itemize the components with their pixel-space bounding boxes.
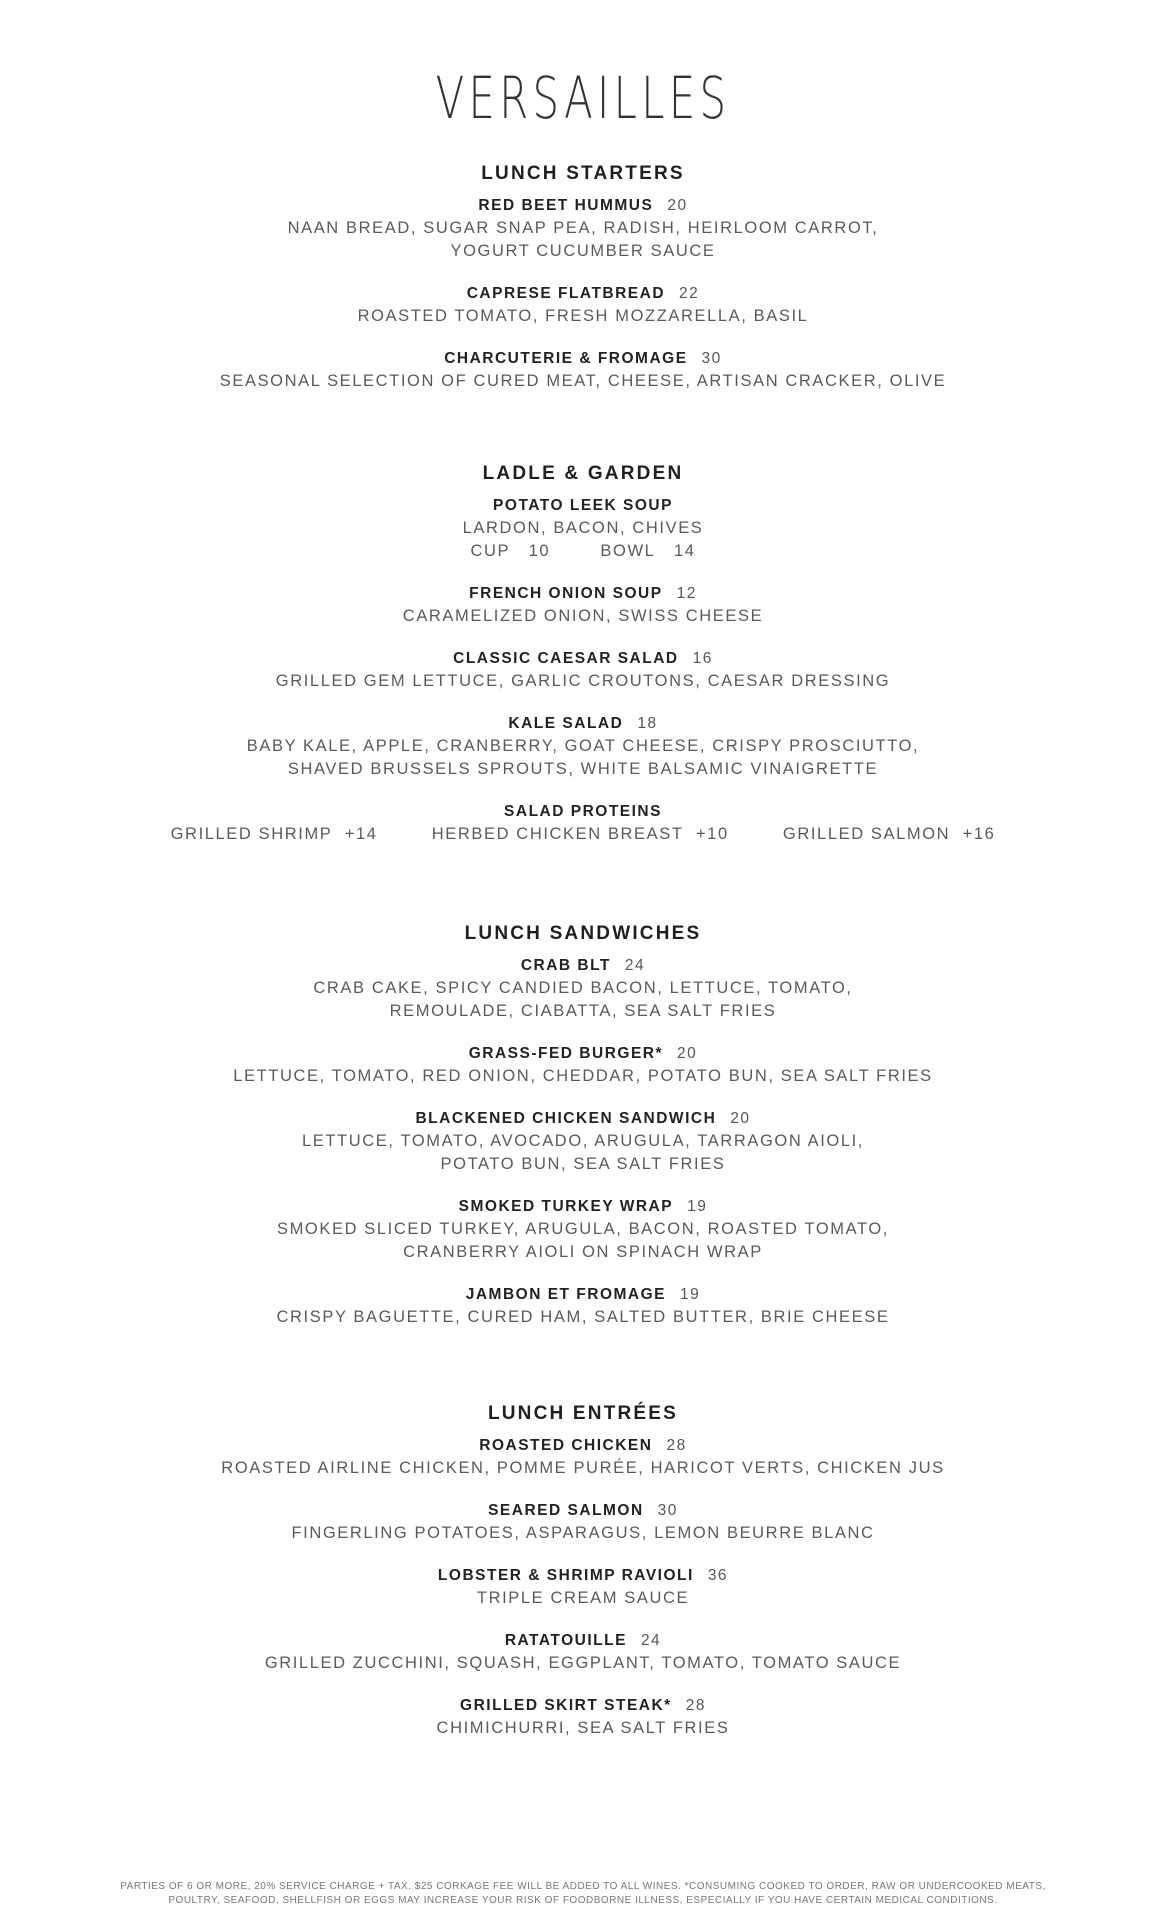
item-description: SHAVED BRUSSELS SPROUTS, WHITE BALSAMIC VINAIGRETTE — [287, 760, 879, 778]
item-description: LETTUCE, TOMATO, AVOCADO, ARUGULA, TARRAGON AIOLI, — [302, 1132, 864, 1150]
item-name: FRENCH ONION SOUP — [469, 585, 663, 602]
item-price: 19 — [687, 1198, 708, 1215]
item-description: CRISPY BAGUETTE, CURED HAM, SALTED BUTTER, BRIE CHEESE — [276, 1308, 890, 1326]
restaurant-logo: VERSAILLES — [435, 64, 731, 132]
menu-item — [0, 1695, 1166, 1740]
item-price: 12 — [676, 585, 697, 602]
footer-line: POULTRY, SEAFOOD, SHELLFISH OR EGGS MAY INCREASE YOUR RISK OF FOODBORNE ILLNESS, ESPECIALLY IF YOU HAVE CERTAIN MEDICAL CONDITIONS. — [168, 1895, 998, 1906]
bowl-label: BOWL — [600, 542, 656, 560]
item-name: POTATO LEEK SOUP — [493, 497, 673, 514]
menu-item — [0, 1500, 1166, 1545]
item-name: RED BEET HUMMUS — [478, 197, 654, 214]
item-description: FINGERLING POTATOES, ASPARAGUS, LEMON BEURRE BLANC — [291, 1524, 875, 1542]
item-name: KALE SALAD — [508, 715, 624, 732]
item-name: SALAD PROTEINS — [504, 803, 662, 820]
item-description: SMOKED SLICED TURKEY, ARUGULA, BACON, ROASTED TOMATO, — [276, 1220, 889, 1238]
item-price: 20 — [730, 1110, 751, 1127]
section-title: LUNCH ENTRÉES — [487, 1403, 679, 1424]
menu-item — [0, 713, 1166, 781]
item-name: CHARCUTERIE & FROMAGE — [444, 350, 688, 367]
item-price: 24 — [624, 957, 646, 974]
item-description: CRAB CAKE, SPICY CANDIED BACON, LETTUCE, TOMATO, — [313, 979, 853, 997]
item-description: REMOULADE, CIABATTA, SEA SALT FRIES — [389, 1002, 777, 1020]
item-name: SEARED SALMON — [488, 1502, 644, 1519]
menu-item — [0, 495, 1166, 563]
menu-footer-disclaimer — [0, 1880, 1166, 1908]
item-price: 20 — [667, 197, 688, 214]
item-description: LARDON, BACON, CHIVES — [462, 519, 704, 537]
item-description: GRILLED GEM LETTUCE, GARLIC CROUTONS, CAESAR DRESSING — [275, 672, 891, 690]
menu-item — [0, 1043, 1166, 1088]
menu-item — [0, 648, 1166, 693]
menu-item — [0, 583, 1166, 628]
item-name: RATATOUILLE — [504, 1632, 627, 1649]
menu-item — [0, 1108, 1166, 1176]
item-price: 24 — [640, 1632, 662, 1649]
item-name: ROASTED CHICKEN — [479, 1437, 653, 1454]
section-ladle-garden — [0, 461, 1166, 866]
item-name: BLACKENED CHICKEN SANDWICH — [415, 1110, 717, 1127]
item-price: 19 — [680, 1286, 701, 1303]
item-description: ROASTED AIRLINE CHICKEN, POMME PURÉE, HARICOT VERTS, CHICKEN JUS — [221, 1459, 945, 1477]
item-description: ROASTED TOMATO, FRESH MOZZARELLA, BASIL — [357, 307, 809, 325]
item-name: CAPRESE FLATBREAD — [466, 285, 666, 302]
item-description: CRANBERRY AIOLI ON SPINACH WRAP — [403, 1243, 763, 1261]
item-name: JAMBON ET FROMAGE — [465, 1286, 667, 1303]
item-name: CRAB BLT — [520, 957, 611, 974]
protein-option: GRILLED SALMON +16 — [782, 825, 996, 843]
bowl-price: 14 — [673, 542, 696, 560]
item-name: GRILLED SKIRT STEAK* — [460, 1697, 672, 1714]
item-price: 18 — [637, 715, 658, 732]
menu-item — [0, 1565, 1166, 1610]
menu-item — [0, 1196, 1166, 1264]
menu-item — [0, 1284, 1166, 1329]
item-description: NAAN BREAD, SUGAR SNAP PEA, RADISH, HEIRLOOM CARROT, — [287, 219, 879, 237]
item-description: GRILLED ZUCCHINI, SQUASH, EGGPLANT, TOMATO, TOMATO SAUCE — [264, 1654, 902, 1672]
item-description: POTATO BUN, SEA SALT FRIES — [440, 1155, 726, 1173]
section-title: LUNCH STARTERS — [481, 163, 685, 184]
item-name: CLASSIC CAESAR SALAD — [453, 650, 679, 667]
item-description: YOGURT CUCUMBER SAUCE — [450, 242, 716, 260]
item-price: 28 — [666, 1437, 687, 1454]
item-description: BABY KALE, APPLE, CRANBERRY, GOAT CHEESE, CRISPY PROSCIUTTO, — [246, 737, 920, 755]
section-lunch-sandwiches — [0, 921, 1166, 1349]
protein-option: HERBED CHICKEN BREAST +10 — [431, 825, 729, 843]
item-name: GRASS-FED BURGER* — [468, 1045, 664, 1062]
item-name: SMOKED TURKEY WRAP — [458, 1198, 674, 1215]
menu-item — [0, 283, 1166, 328]
item-price: 36 — [707, 1567, 729, 1584]
protein-option: GRILLED SHRIMP +14 — [170, 825, 378, 843]
item-description: TRIPLE CREAM SAUCE — [476, 1589, 690, 1607]
section-title: LADLE & GARDEN — [482, 463, 684, 484]
footer-line: PARTIES OF 6 OR MORE, 20% SERVICE CHARGE + TAX. $25 CORKAGE FEE WILL BE ADDED TO ALL WINES. *CONSUMING COOKED TO ORDER, RAW OR UNDERCOOKED MEATS, — [120, 1881, 1046, 1892]
item-price: 30 — [701, 350, 722, 367]
menu-item — [0, 1435, 1166, 1480]
item-name: LOBSTER & SHRIMP RAVIOLI — [437, 1567, 694, 1584]
item-price: 20 — [677, 1045, 698, 1062]
item-description: LETTUCE, TOMATO, RED ONION, CHEDDAR, POTATO BUN, SEA SALT FRIES — [233, 1067, 933, 1085]
menu-item — [0, 195, 1166, 263]
soup-size-options — [0, 540, 1166, 563]
section-lunch-starters — [0, 161, 1166, 413]
item-price: 30 — [657, 1502, 678, 1519]
item-price: 28 — [685, 1697, 706, 1714]
menu-item — [0, 1630, 1166, 1675]
menu-item — [0, 955, 1166, 1023]
item-description: CHIMICHURRI, SEA SALT FRIES — [436, 1719, 730, 1737]
section-title: LUNCH SANDWICHES — [464, 923, 702, 944]
salad-proteins — [0, 801, 1166, 846]
item-description: SEASONAL SELECTION OF CURED MEAT, CHEESE, ARTISAN CRACKER, OLIVE — [219, 372, 947, 390]
item-price: 16 — [692, 650, 713, 667]
section-lunch-entrees — [0, 1401, 1166, 1760]
cup-label: CUP — [470, 542, 511, 560]
cup-price: 10 — [528, 542, 551, 560]
item-price: 22 — [679, 285, 700, 302]
menu-item — [0, 348, 1166, 393]
item-description: CARAMELIZED ONION, SWISS CHEESE — [402, 607, 764, 625]
